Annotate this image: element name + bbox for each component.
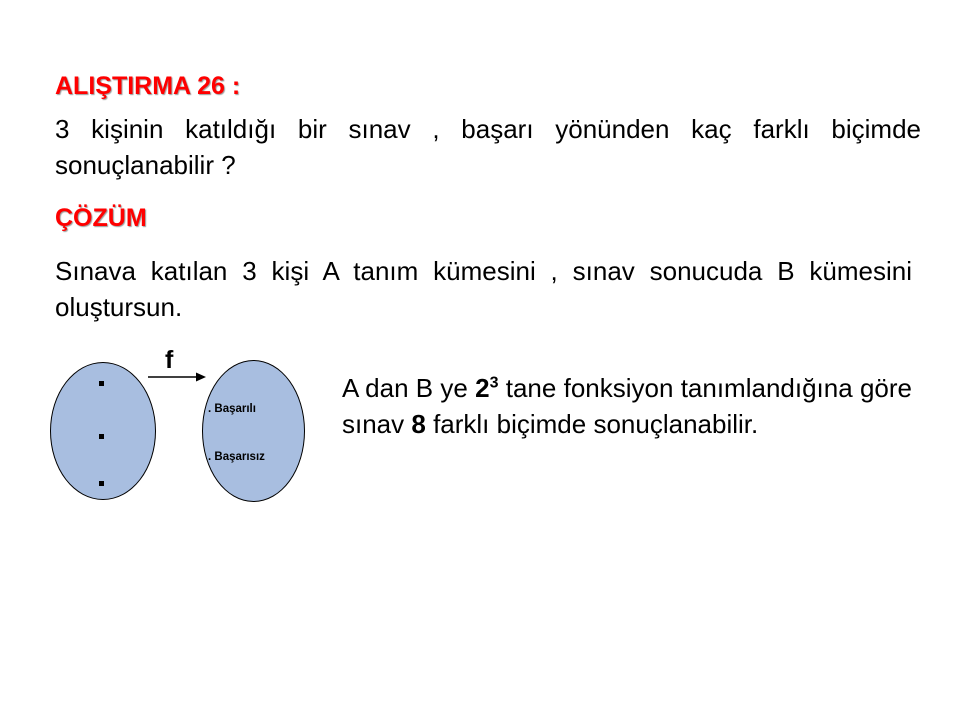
result-text-part2: tane fonksiyon tanımlandığına göre sınav [342, 373, 912, 439]
function-arrow [148, 370, 206, 384]
set-b-ellipse [202, 360, 305, 502]
exercise-question: 3 kişinin katıldığı bir sınav , başarı yönünden kaç farklı biçimde sonuçlanabilir ? [55, 114, 921, 180]
result-text-part3: farklı biçimde sonuçlanabilir. [425, 409, 759, 439]
result-power-exponent: 3 [489, 374, 499, 392]
result-text [342, 370, 912, 442]
set-a-element-dot [99, 381, 104, 386]
function-label: f [165, 346, 174, 374]
result-power-base: 2 [475, 373, 490, 403]
set-b-element-success: . Başarılı [208, 403, 256, 415]
solution-title: ÇÖZÜM [55, 204, 147, 232]
set-b-element-failure: . Başarısız [208, 451, 265, 463]
result-count: 8 [411, 409, 426, 439]
set-a-element-dot [99, 481, 104, 486]
set-a-element-dot [99, 434, 104, 439]
solution-intro: Sınava katılan 3 kişi A tanım kümesini , sınav sonucuda B kümesini oluştursun. [55, 256, 912, 322]
exercise-title: ALIŞTIRMA 26 : [55, 72, 241, 100]
result-text-part1: A dan B ye [342, 373, 476, 403]
